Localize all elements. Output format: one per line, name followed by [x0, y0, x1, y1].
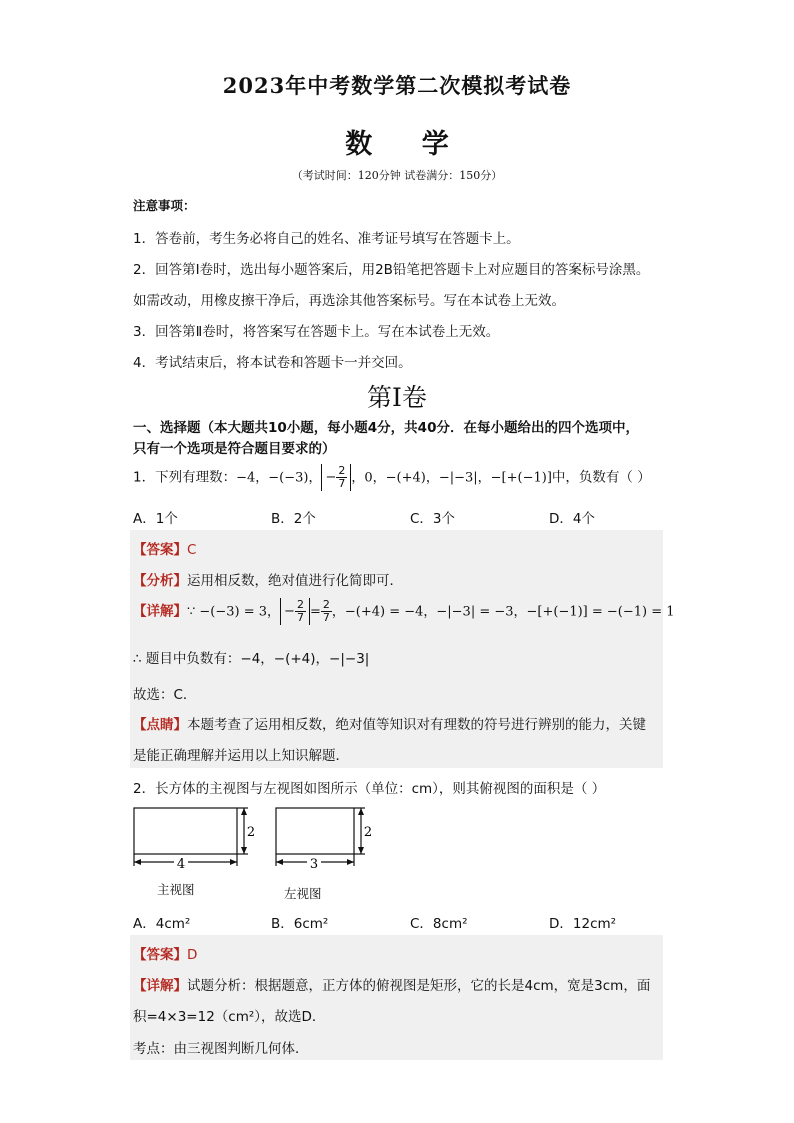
q1-detail-b: ，−(+4) = −4，−|−3| = −3，−[+(−1)] = −(−1) = 1 — [331, 604, 675, 620]
q1-option-d: D．4个 — [549, 511, 595, 527]
q1-detail-result-den: 7 — [322, 611, 330, 624]
q1-detail-eq: = — [309, 604, 321, 620]
q2-knowledge: 考点：由三视图判断几何体． — [133, 1041, 309, 1057]
front-view-caption: 主视图 — [157, 882, 195, 897]
q1-detail — [133, 598, 675, 625]
q1-detail-frac-sign: − — [284, 604, 295, 619]
q1-stem-prefix: 1．下列有理数： — [133, 469, 237, 486]
q2-option-c: C．8cm² — [410, 916, 468, 932]
q1-conclusion: 故选：C． — [133, 687, 197, 703]
q1-abs-fraction — [321, 464, 351, 491]
front-width-label: 4 — [176, 857, 186, 872]
q1-frac-num: 2 — [338, 463, 346, 477]
notice-heading: 注意事项： — [133, 198, 196, 213]
q1-detail-tag: 【详解】 — [133, 603, 187, 620]
q1-answer — [133, 538, 196, 558]
notice-item-1: 1．答卷前，考生务必将自己的姓名、准考证号填写在答题卡上。 — [133, 231, 520, 247]
q1-therefore: ∴ 题目中负数有：−4，−(+4)，−|−3| — [133, 651, 370, 667]
q1-stem-suffix: 中，负数有（ ） — [551, 469, 651, 486]
q1-option-a: A．1个 — [133, 511, 178, 527]
q1-detail-a: ∵ −(−3) = 3， — [187, 604, 281, 620]
q2-figure — [128, 800, 388, 880]
q1-analysis-tag: 【分析】 — [133, 573, 187, 589]
section-intro-line1 — [133, 416, 639, 436]
subject-text: 数 学 — [345, 129, 469, 160]
q1-option-b: B．2个 — [271, 511, 316, 527]
exam-title: 2023年中考数学第二次模拟考试卷 — [222, 73, 572, 98]
q2-option-a: A．4cm² — [133, 916, 191, 932]
q1-detail-num: 2 — [296, 597, 304, 611]
q1-frac-sign: − — [325, 470, 337, 485]
front-height-label: 2 — [246, 825, 256, 840]
side-view-rect — [276, 808, 354, 854]
q2-answer — [133, 943, 197, 963]
q2-answer-tag: 【答案】 — [133, 947, 187, 963]
notice-item-4: 4．考试结束后，将本试卷和答题卡一并交回。 — [133, 355, 412, 371]
side-width-label: 3 — [309, 857, 319, 872]
q1-detail-result-num: 2 — [322, 598, 330, 611]
q1-analysis-text: 运用相反数，绝对值进行化简即可． — [187, 573, 403, 589]
front-view-rect — [134, 808, 237, 854]
q2-stem: 2．长方体的主视图与左视图如图所示（单位：cm），则其俯视图的面积是（ ） — [133, 781, 606, 797]
section-intro-lead: 一、选择题（ — [133, 420, 214, 436]
section-intro-line2: 只有一个选项是符合题目要求的） — [133, 441, 336, 457]
q1-comment-tag: 【点睛】 — [133, 717, 187, 733]
notice-item-3: 3．回答第Ⅱ卷时，将答案写在答题卡上。写在本试卷上无效。 — [133, 324, 500, 340]
q2-detail-tag: 【详解】 — [133, 978, 187, 994]
q1-stem — [133, 464, 651, 491]
q1-frac-den: 7 — [338, 476, 346, 490]
q2-detail-cont: 积=4×3=12（cm²），故选D． — [133, 1009, 326, 1025]
q1-analysis — [133, 569, 403, 589]
q1-expr-a: −4，−(−3)， — [236, 470, 322, 486]
q1-detail-fraction — [295, 599, 306, 624]
section-intro-rest: 本大题共10小题，每小题4分，共40分．在每小题给出的四个选项中， — [214, 420, 639, 436]
exam-meta: （考试时间：120分钟 试卷满分：150分） — [291, 169, 503, 182]
q1-detail-den: 7 — [296, 610, 304, 624]
q1-detail-result-fraction — [321, 599, 332, 624]
q2-option-b: B．6cm² — [271, 916, 329, 932]
q1-fraction — [336, 465, 347, 490]
q1-comment-line1: 本题考查了运用相反数，绝对值等知识对有理数的符号进行辨别的能力，关键 — [187, 717, 646, 733]
notice-item-2: 2．回答第Ⅰ卷时，选出每小题答案后，用2B铅笔把答题卡上对应题目的答案标号涂黑。 — [133, 262, 650, 278]
q1-comment — [133, 713, 646, 733]
q2-option-d: D．12cm² — [549, 916, 617, 932]
q1-answer-value: C — [187, 542, 197, 558]
notice-item-2-cont: 如需改动，用橡皮擦干净后，再选涂其他答案标号。写在本试卷上无效。 — [133, 293, 565, 309]
q2-answer-value: D — [187, 947, 198, 963]
q1-detail-abs — [280, 598, 310, 625]
side-view-caption: 左视图 — [284, 886, 322, 901]
subject-title — [0, 122, 794, 161]
q1-comment-cont: 是能正确理解并运用以上知识解题． — [133, 748, 349, 764]
section-title: 第Ⅰ卷 — [367, 383, 427, 412]
q2-detail-line1: 试题分析：根据题意，正方体的俯视图是矩形，它的长是4cm，宽是3cm，面 — [187, 978, 651, 994]
q1-answer-tag: 【答案】 — [133, 542, 187, 558]
q1-expr-b: ，0，−(+4)，−|−3|，−[+(−1)] — [351, 470, 552, 486]
side-height-label: 2 — [363, 825, 373, 840]
q1-option-c: C．3个 — [410, 511, 456, 527]
q2-detail — [133, 974, 650, 994]
